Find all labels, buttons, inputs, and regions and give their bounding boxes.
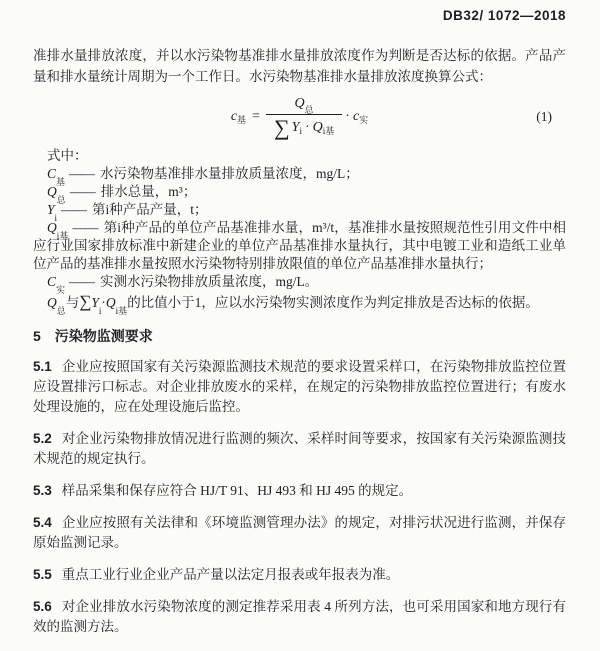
- clause-text: 企业应按照有关法律和《环境监测管理办法》的规定，对排污状况进行监测，并保存原始监测记录。: [33, 515, 566, 550]
- section-number: 5: [33, 328, 41, 344]
- clause-number: 5.1: [33, 359, 52, 374]
- definition-row: [33, 219, 566, 273]
- dot-operator: ·: [304, 119, 310, 135]
- definition-symbol: Y: [47, 202, 55, 217]
- equals-sign: =: [252, 109, 260, 124]
- equation-number: (1): [536, 109, 552, 124]
- definition-text: 水污染物基准排水量排放质量浓度，mg/L；: [100, 166, 359, 181]
- definition-symbol-sub: i基: [56, 230, 69, 241]
- equation-1-math: c $_基$ = $Q_总$ ∑ Y $_i$ · Q $_{i基}$ · c $_实$: [230, 95, 369, 140]
- ratio-q2-var: Q: [105, 295, 116, 310]
- ratio-note: [33, 292, 566, 316]
- denominator-q-var: Q: [312, 119, 323, 135]
- ratio-y-sub: i: [98, 305, 102, 316]
- where-label: 式中：: [47, 148, 88, 163]
- ratio-q2-sub: i基: [115, 305, 128, 316]
- clause-number: 5.5: [33, 567, 52, 582]
- definition-dash: ——: [69, 184, 95, 199]
- definition-symbol-sub: 基: [56, 176, 66, 187]
- definition-dash: ——: [61, 202, 87, 217]
- fraction-numerator: [287, 96, 322, 114]
- definition-row: [33, 201, 566, 223]
- intro-paragraph: 准排水量排放浓度，并以水污染物基准排水量排放浓度作为判断是否达标的依据。产品产量和排水量统计周期为一个工作日。水污染物基准排水量排放浓度换算公式：: [33, 48, 566, 84]
- formula-lhs-var: c: [230, 109, 238, 124]
- clause-5-5: [33, 565, 566, 585]
- section-5-heading: [33, 327, 566, 345]
- definition-symbol: C: [47, 166, 57, 181]
- ratio-note-text: 的比值小于1，应以水污染物实测浓度作为判定排放是否达标的依据。: [127, 295, 539, 310]
- standard-number-header: DB32/ 1072—2018: [442, 8, 566, 23]
- clause-number: 5.3: [33, 483, 52, 498]
- equation-1: [33, 91, 566, 143]
- clause-5-2: [33, 429, 566, 469]
- definition-text: 第i种产品的单位产品基准排水量，m³/t，基准排水量按照规范性引用文件中相应行业国家排放标准中新建企业的单位产品基准排水量执行，其中电镀工业和造纸工业单位产品的基准排水量按照水污染物特别排放限值的单位产品基准排水量执行；: [33, 220, 566, 271]
- clause-text: 重点工业行业企业产品产量以法定月报表或年报表为准。: [61, 567, 400, 582]
- definition-text: 排水总量，m³；: [100, 184, 197, 199]
- definition-symbol: C: [47, 274, 57, 289]
- sigma-symbol: ∑: [273, 114, 290, 140]
- ratio-y-var: Y: [91, 295, 99, 310]
- numerator-sub: 总: [304, 105, 314, 116]
- definition-symbol-sub: i: [54, 212, 58, 223]
- sigma-symbol: ∑: [79, 292, 92, 311]
- definition-symbol: Q: [47, 220, 57, 235]
- section-title: 污染物监测要求: [54, 328, 153, 344]
- clause-text: 对企业排放水污染物浓度的测定推荐采用表 4 所列方法，也可采用国家和地方现行有效的监测方法。: [33, 599, 566, 634]
- clause-text: 样品采集和保存应符合 HJ/T 91、HJ 493 和 HJ 495 的规定。: [61, 483, 413, 498]
- symbol-definitions: [33, 147, 566, 316]
- numerator-var: Q: [294, 95, 305, 111]
- dot-operator: ·: [345, 109, 350, 124]
- clause-number: 5.4: [33, 515, 52, 530]
- clause-number: 5.6: [33, 599, 52, 614]
- definition-row: [33, 183, 566, 205]
- clause-5-6: [33, 597, 566, 637]
- definition-dash: ——: [72, 220, 98, 235]
- ratio-q-sub: 总: [56, 305, 66, 316]
- clause-number: 5.2: [33, 431, 52, 446]
- formula-rhs-var: c: [352, 109, 360, 124]
- clause-text: 企业应按照国家有关污染源监测技术规范的要求设置采样口，在污染物排放监控位置应设置排污口标志。对企业排放废水的采样，在规定的污染物排放监控位置进行；有废水处理设施的，应在处理设施后监控。: [33, 359, 566, 414]
- definition-dash: ——: [69, 274, 95, 289]
- ratio-conjunction: 与: [65, 295, 80, 310]
- definition-row: [33, 273, 566, 295]
- denominator-y-var: Y: [291, 119, 300, 135]
- clause-5-4: [33, 513, 566, 553]
- definition-text: 第i种产品产量，t；: [92, 202, 208, 217]
- fraction-denominator: ∑ Y $_i$ · Q $_{i基}$: [266, 114, 342, 139]
- clause-5-3: [33, 481, 566, 501]
- clause-5-1: [33, 357, 566, 417]
- clause-text: 对企业污染物排放情况进行监测的频次、采样时间等要求，按国家有关污染源监测技术规范的规定执行。: [33, 431, 566, 466]
- definition-symbol-sub: 总: [56, 194, 66, 205]
- formula-fraction: [266, 96, 342, 139]
- dot-operator: ·: [101, 295, 106, 310]
- ratio-q-var: Q: [47, 295, 57, 310]
- definition-dash: ——: [69, 166, 95, 181]
- definition-symbol: Q: [47, 184, 57, 199]
- definition-text: 实测水污染物排放质量浓度，mg/L。: [100, 274, 319, 289]
- definition-row: [33, 165, 566, 187]
- definition-symbol-sub: 实: [56, 284, 66, 295]
